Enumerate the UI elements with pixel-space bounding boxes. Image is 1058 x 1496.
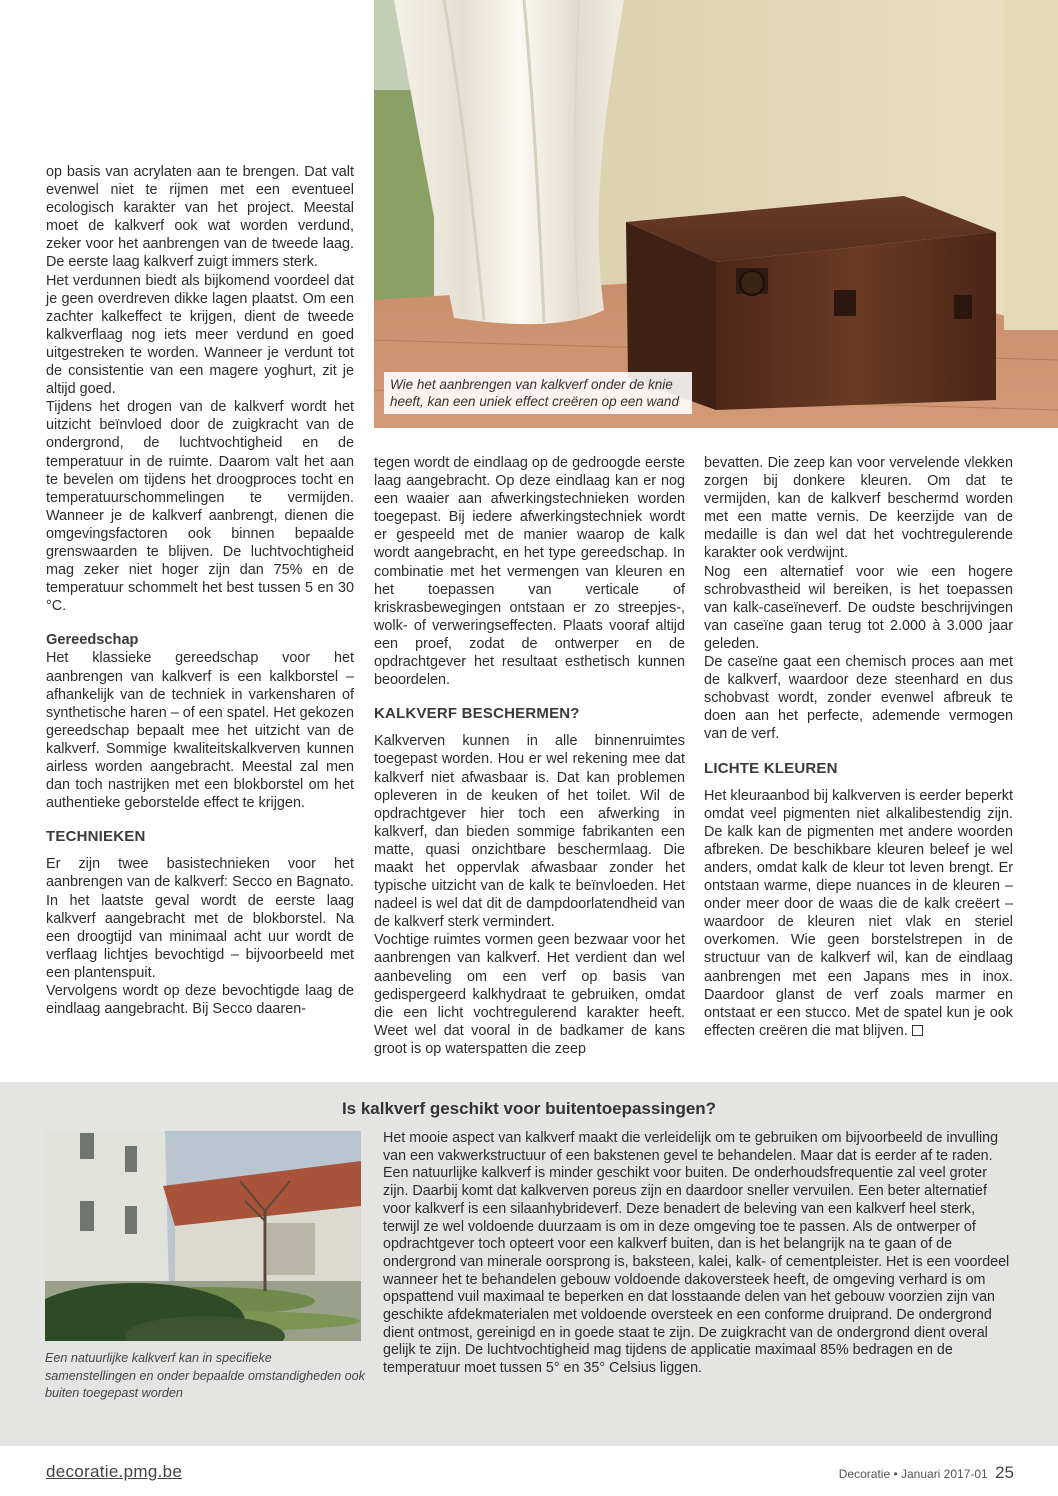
paragraph: Vochtige ruimtes vormen geen bezwaar voor het aanbrengen van kalkverf. Het verdient dan wel aanbeveling om een verf op basis van gedispergeerd kalkhydraat te gebruiken, omdat die een licht vochtregulerend karakter heeft. Weet wel dat vooral in de badkamer de kans groot is op waterspatten die zeep bbox=[374, 932, 685, 1057]
paragraph: tegen wordt de eindlaag op de gedroogde eerste laag aangebracht. Op deze eindlaag kan er nog een waaier aan afwerkingstechnieken worden toegepast. Bij iedere afwerkingstechniek wordt er gespeeld met de manier waarop de kalk wordt aangebracht, en het type gereedschap. In combinatie met het vermengen van kleuren en het toepassen van verticale of kriskrasbewegingen ontstaan er zo streepjes-, wolk- of verweringseffecten. Plaats vooraf altijd een proef, zodat de ontwerper en de opdrachtgever het resultaat esthetisch kunnen beoordelen. bbox=[374, 455, 685, 689]
paragraph: Het klassieke gereedschap voor het aanbrengen van kalkverf is een kalkborstel – afhankelijk van de techniek in varkensharen of synthetische haren – of een spatel. Het gekozen gereedschap bepaalt mee het uitzicht van de kalkverf. Sommige kwaliteitskalkverven kunnen airless worden aangebracht. Meestal zal men dan toch nastrijken met een blokborstel om het authentieke geborstelde effect te krijgen. bbox=[46, 650, 355, 812]
article-column-1 bbox=[46, 163, 354, 1018]
paragraph: Er zijn twee basistechnieken voor het aanbrengen van de kalkverf: Secco en Bagnato. In het laatste geval wordt de eerste laag kalkverf aangebracht met de blokborstel. Na een droogtijd van minimaal acht uur wordt de verflaag lichtjes bevochtigd – bijvoorbeeld met een plantenspuit. bbox=[46, 856, 354, 981]
heading-kalkverf-beschermen: KALKVERF BESCHERMEN? bbox=[374, 705, 580, 723]
article-column-3 bbox=[704, 454, 1013, 1040]
paragraph: Nog een alternatief voor wie een hogere schrobvastheid wil bereiken, is het toepassen van kalk-caseïneverf. De oudste beschrijvingen van caseïne gaan terug tot 2.000 à 3.000 jaar geleden. bbox=[704, 563, 1013, 652]
page-number: 25 bbox=[995, 1463, 1014, 1482]
subheading-gereedschap: Gereedschap bbox=[46, 632, 139, 649]
hero-caption: Wie het aanbrengen van kalkverf onder de knie heeft, kan een uniek effect creëren op een wand bbox=[384, 372, 692, 414]
box-photo-courtyard bbox=[45, 1131, 361, 1341]
sidebar-box-title: Is kalkverf geschikt voor buitentoepassingen? bbox=[341, 1099, 717, 1118]
hero-photo-chest bbox=[374, 0, 1058, 428]
footer-issue-info bbox=[839, 1463, 1014, 1483]
sidebar-box-text: Het mooie aspect van kalkverf maakt die verleidelijk om te gebruiken om bijvoorbeeld de invulling van een vakwerkstructuur of een bakstenen gevel te behandelen. Maar dat is eerder af te raden. Een natuurlijke kalkverf is minder geschikt voor buiten. De onderhoudsfrequentie zal veel groter zijn. Daarbij komt dat kalkverven poreus zijn en daardoor sneller vervuilen. Een beter alternatief voor kalkverf is een silaanhybrideverf. Deze benadert de beleving van een kalkverf heel sterk, terwijl ze wel voldoende duurzaam is om in deze omgeving toe te passen. Als de ontwerper of opdrachtgever toch opteert voor een kalkverf buiten, dan is het belangrijk na te gaan of de ondergrond van minerale oorsprong is, baksteen, kalei, kalk- of cementpleister. Het is een voordeel wanneer het te behandelen gebouw voldoende dakoversteek heeft, de omgeving verhard is om opspattend vuil maximaal te beperken en dat losstaande delen van het gebouw voorzien zijn van geschikte afdekmaterialen met voldoende oversteek en een conforme druiprand. De ondergrond dient ontmost, gereinigd en in goede staat te zijn. De zuigkracht van de ondergrond dient overal gelijk te zijn. De luchtvochtigheid mag tijdens de applicatie maximaal 85% bedragen en de temperatuur moet tussen 5° en 35° Celsius liggen. bbox=[383, 1130, 1010, 1377]
paragraph-text: Het kleuraanbod bij kalkverven is eerder beperkt omdat veel pigmenten niet alkalibestendig zijn. De kalk kan de pigmenten met andere woorden afbreken. De beschikbare kleuren beleef je wel anders, omdat kalk de kleur tot leven brengt. Er ontstaan warme, diepe nuances in de kleuren – onder meer door de waas die de kalk creëert – waardoor de kleuren niet vlak en steriel overkomen. Wie geen borstelstrepen in de structuur van de kalkverf wil, kan de eindlaag aanbrengen met een Japans mes in inox. Daardoor glanst de verf zoals marmer en ontstaat er een stucco. Met de spatel kun je ook effecten creëren die mat blijven. bbox=[704, 787, 1013, 1039]
paragraph: De caseïne gaat een chemisch proces aan met de kalkverf, waardoor deze steenhard en dus schobvast wordt, zonder evenwel afbreuk te doen aan het perfecte, ademende vermogen van de verf. bbox=[704, 654, 1013, 743]
heading-lichte-kleuren: LICHTE KLEUREN bbox=[704, 759, 838, 777]
paragraph: Kalkverven kunnen in alle binnenruimtes toegepast worden. Hou er wel rekening mee dat kalkverf niet afwasbaar is. Dat kan problemen opleveren in de keuken of het toilet. Wil de opdrachtgever hier toch een afwerking in kalkverf, dan bieden sommige fabrikanten een matte, quasi onzichtbare beschermlaag. Die maakt het oppervlak afwasbaar zonder het typische uitzicht van de kalk te beïnvloeden. Het nadeel is wel dat dit de dampdoorlatendheid van de kalkverf sterk vermindert. bbox=[374, 733, 685, 931]
footer-issue: Decoratie • Januari 2017-01 bbox=[838, 1467, 988, 1481]
paragraph: op basis van acrylaten aan te brengen. Dat valt evenwel niet te rijmen met een eventueel ecologisch karakter van het project. Meestal moet de kalkverf ook wat worden verdund, zeker voor het aanbrengen van de tweede laag. De eerste laag kalkverf zuigt immers sterk. bbox=[46, 164, 354, 271]
paragraph: Vervolgens wordt op deze bevochtigde laag de eindlaag aangebracht. Bij Secco daaren- bbox=[46, 983, 354, 1018]
end-mark-icon bbox=[912, 1025, 923, 1036]
box-photo-caption: Een natuurlijke kalkverf kan in specifieke samenstellingen en onder bepaalde omstandigheden ook buiten toegepast worden bbox=[45, 1351, 365, 1400]
paragraph-last bbox=[704, 787, 1013, 1040]
paragraph: Het verdunnen biedt als bijkomend voordeel dat je geen overdreven dikke lagen plaatst. Om een zachter kalkeffect te krijgen, dient de tweede kalkverflaag nog iets meer verdund en goed uitgestreken te worden. Wanneer je verdunt tot de consistentie van een magere yoghurt, zit je altijd goed. bbox=[46, 272, 354, 398]
paragraph: bevatten. Die zeep kan voor vervelende vlekken zorgen bij donkere kleuren. Om dat te vermijden, kan de kalkverf beschermd worden met een matte vernis. De keerzijde van de medaille is dan wel dat het vochtregulerende karakter ook verdwijnt. bbox=[704, 455, 1013, 562]
footer-website-link[interactable]: decoratie.pmg.be bbox=[46, 1462, 183, 1481]
heading-technieken: TECHNIEKEN bbox=[46, 828, 146, 846]
article-column-2 bbox=[374, 454, 685, 1058]
paragraph: Tijdens het drogen van de kalkverf wordt het uitzicht beïnvloed door de zuigkracht van de ondergrond, de luchtvochtigheid en de temperatuur in de ruimte. Daarom valt het aan te bevelen om tijdens het droogproces tocht en temperatuurschommelingen te vermijden. Wanneer je de kalkverf aanbrengt, dienen die omgevingsfactoren ook binnen bepaalde grenswaarden te blijven. De luchtvochtigheid mag zeker niet hoger zijn dan 75% en de temperatuur schommelt het best tussen 5 en 30 °C. bbox=[46, 399, 354, 615]
